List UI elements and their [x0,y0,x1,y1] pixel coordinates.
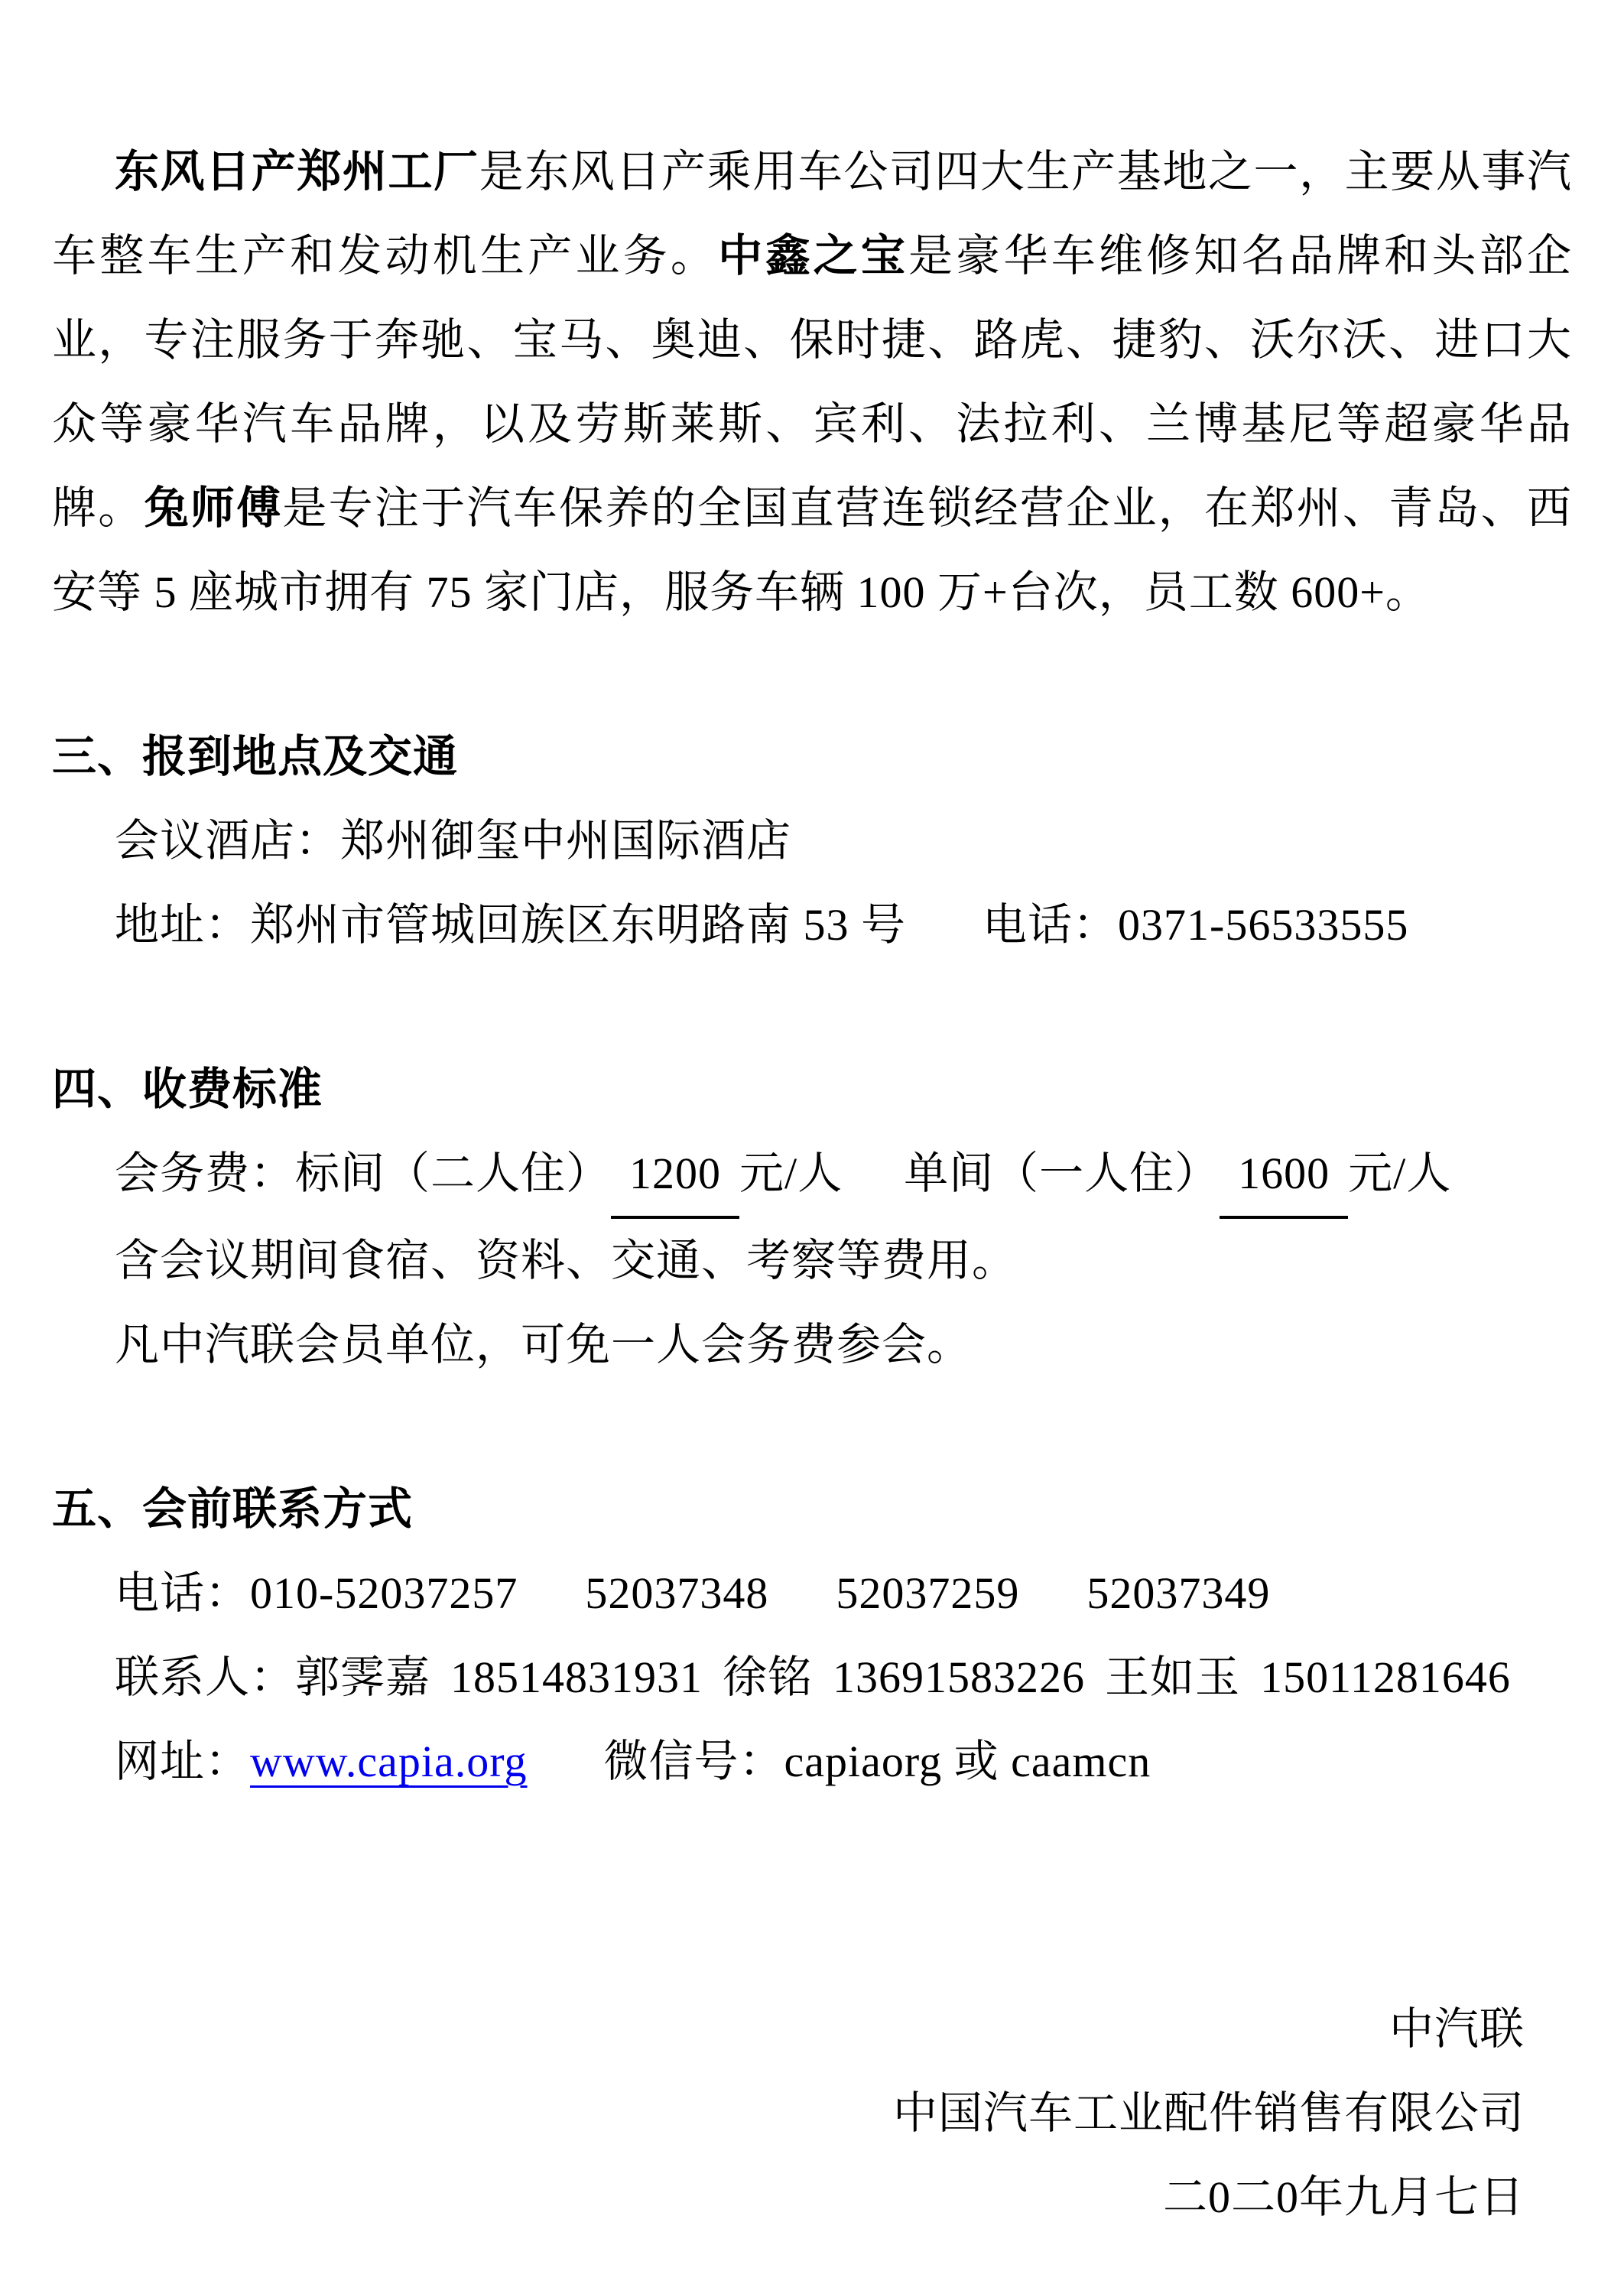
contact-phone: 13691583226 [833,1652,1086,1702]
fee-note-1: 含会议期间食宿、资料、交通、考察等费用。 [115,1236,1018,1285]
phone-number: 52037348 [585,1568,769,1618]
company-name-zhongxinzhibao: 中鑫之宝 [718,231,909,281]
fee-single-prefix: 单间（一人住） [904,1148,1220,1198]
section5-heading: 五、会前联系方式 [52,1484,414,1534]
signature-org-full: 中国汽车工业配件销售有限公司 [892,2088,1525,2138]
signature-org-short: 中汽联 [1389,2004,1525,2054]
phone-number: 010-52037257 [250,1568,518,1618]
fee-unit-2: 元/人 [1348,1148,1452,1198]
contacts-label: 联系人： [115,1652,296,1702]
website-link[interactable]: www.capia.org [250,1737,528,1786]
intro-text-2: 是豪华车维修知名品牌和头部企业，专注服务于奔驰、宝马、奥迪、保时捷、路虎、捷豹、沃尔沃、进口大众等豪华汽车品牌，以及劳斯莱斯、宾利、法拉利、兰博基尼等超豪华品牌。 [52,231,1572,533]
fee-note-2: 凡中汽联会员单位，可免一人会务费参会。 [115,1320,973,1369]
section3-heading: 三、报到地点及交通 [52,732,459,781]
website-line [52,1720,1572,1804]
hotel-line: 会议酒店：郑州御玺中州国际酒店 [115,816,792,866]
phones-line [52,1551,1572,1636]
intro-text-1: 是东风日产乘用车公司四大生产基地之一，主要从事汽车整车生产和发动机生产业务。 [52,147,1572,281]
fee-line [52,1132,1572,1219]
hotel-phone-text: 电话：0371-56533555 [983,900,1409,950]
website-label: 网址： [115,1737,251,1786]
fee-standard-value: 1200 [611,1132,739,1219]
phone-number: 52037259 [836,1568,1020,1618]
fee-prefix: 会务费：标间（二人住） [115,1148,612,1198]
company-name-tushifu: 兔师傅 [144,483,283,533]
fee-unit-1: 元/人 [739,1148,843,1198]
contacts-line [52,1636,1572,1720]
signature-block [52,1987,1572,2240]
contact-phone: 15011281646 [1260,1652,1511,1702]
contact-name: 郭霁嘉 [295,1652,431,1702]
intro-text-3: 是专注于汽车保养的全国直营连锁经营企业，在郑州、青岛、西安等 5 座城市拥有 75 家门店，服务车辆 100 万+台次，员工数 600+。 [52,483,1572,617]
fee-single-value: 1600 [1220,1132,1348,1219]
company-name-dongfeng-nissan: 东风日产郑州工厂 [115,147,479,197]
address-text: 地址：郑州市管城回族区东明路南 53 号 [115,900,907,950]
section4-heading: 四、收费标准 [52,1064,323,1114]
address-line [52,883,1572,967]
contact-name: 王如玉 [1105,1652,1241,1702]
signature-date: 二0二0年九月七日 [1162,2172,1525,2222]
contact-phone: 18514831931 [450,1652,703,1702]
intro-paragraph [52,130,1572,635]
wechat-label: 微信号： [603,1737,784,1786]
phones-label: 电话： [115,1568,251,1618]
phone-number: 52037349 [1086,1568,1271,1618]
contact-name: 徐铭 [723,1652,814,1702]
wechat-value: capiaorg 或 caamcn [784,1737,1151,1786]
